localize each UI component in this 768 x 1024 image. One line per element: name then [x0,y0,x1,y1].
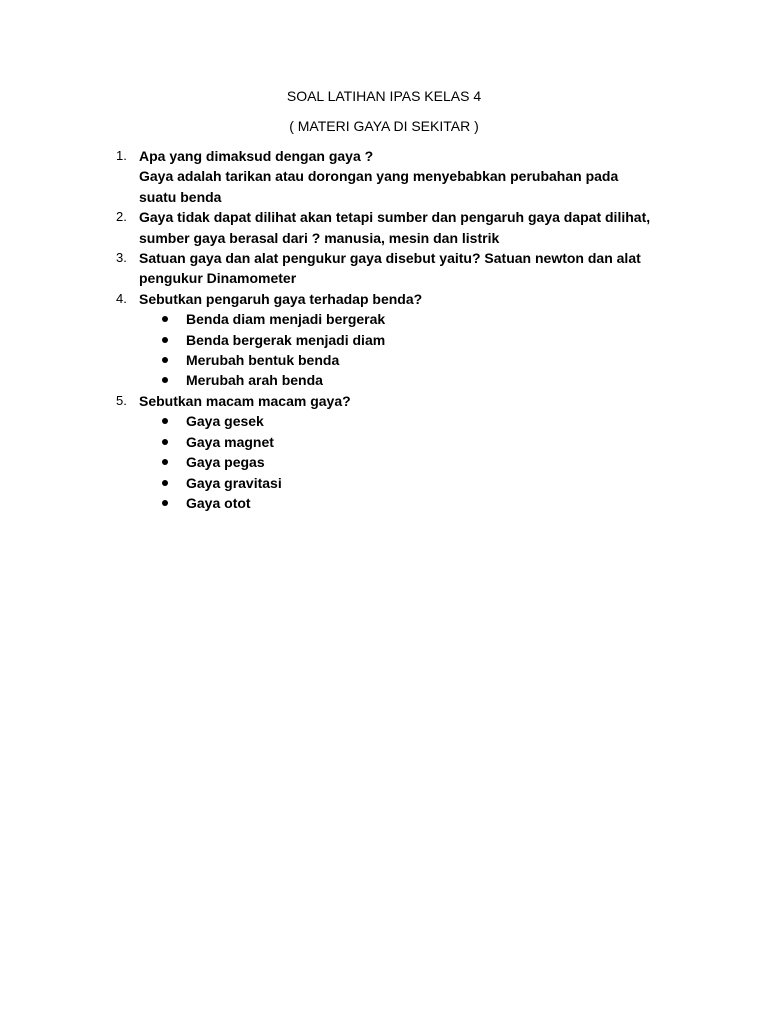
document-subtitle: ( MATERI GAYA DI SEKITAR ) [289,118,479,134]
bullet-text: Benda bergerak menjadi diam [186,331,386,348]
bullet-item [162,473,656,493]
bullet-text: Gaya pegas [186,454,265,471]
bullet-text: Merubah arah benda [186,372,323,389]
bullet-item [162,493,656,513]
question-item-1 [116,146,656,207]
bullet-icon [162,459,168,465]
bullet-item [162,330,656,350]
question-item-2 [116,207,656,248]
bullet-text: Gaya gravitasi [186,474,282,491]
bullet-icon [162,357,168,363]
bullet-item [162,432,656,452]
question-text: Satuan gaya dan alat pengukur gaya disebut yaitu? Satuan newton dan alat pengukur Dinamometer [139,250,641,287]
bullet-text: Gaya otot [186,494,251,511]
bullet-text: Benda diam menjadi bergerak [186,311,386,328]
question-number: 3. [116,250,127,266]
question-number: 1. [116,148,127,163]
bullet-icon [162,337,168,343]
question-item-4 [116,289,656,391]
bullet-text: Merubah bentuk benda [186,352,340,369]
question-item-3 [116,248,656,289]
question-text: Gaya tidak dapat dilihat akan tetapi sumber dan pengaruh gaya dapat dilihat, sumber gaya berasal dari ? manusia, mesin dan listrik [139,209,651,246]
bullet-list [162,309,656,391]
question-item-5 [116,391,656,513]
answer-text: Gaya adalah tarikan atau dorongan yang menyebabkan perubahan pada suatu benda [139,168,619,205]
document-title: SOAL LATIHAN IPAS KELAS 4 [286,88,482,104]
question-text: Sebutkan macam macam gaya? [139,392,351,409]
bullet-item [162,452,656,472]
bullet-icon [162,377,168,383]
bullet-icon [162,316,168,322]
bullet-text: Gaya gesek [186,413,264,430]
bullet-item [162,309,656,329]
bullet-text: Gaya magnet [186,433,274,450]
bullet-icon [162,418,168,424]
bullet-list [162,411,656,513]
question-text: Sebutkan pengaruh gaya terhadap benda? [139,290,423,307]
bullet-icon [162,500,168,506]
bullet-item [162,370,656,390]
bullet-icon [162,480,168,486]
question-text: Apa yang dimaksud dengan gaya ? [139,148,374,164]
question-number: 4. [116,290,127,306]
question-number: 2. [116,209,127,225]
bullet-item [162,350,656,370]
bullet-item [162,411,656,431]
question-list [116,146,656,513]
question-number: 5. [116,392,127,408]
bullet-icon [162,439,168,445]
